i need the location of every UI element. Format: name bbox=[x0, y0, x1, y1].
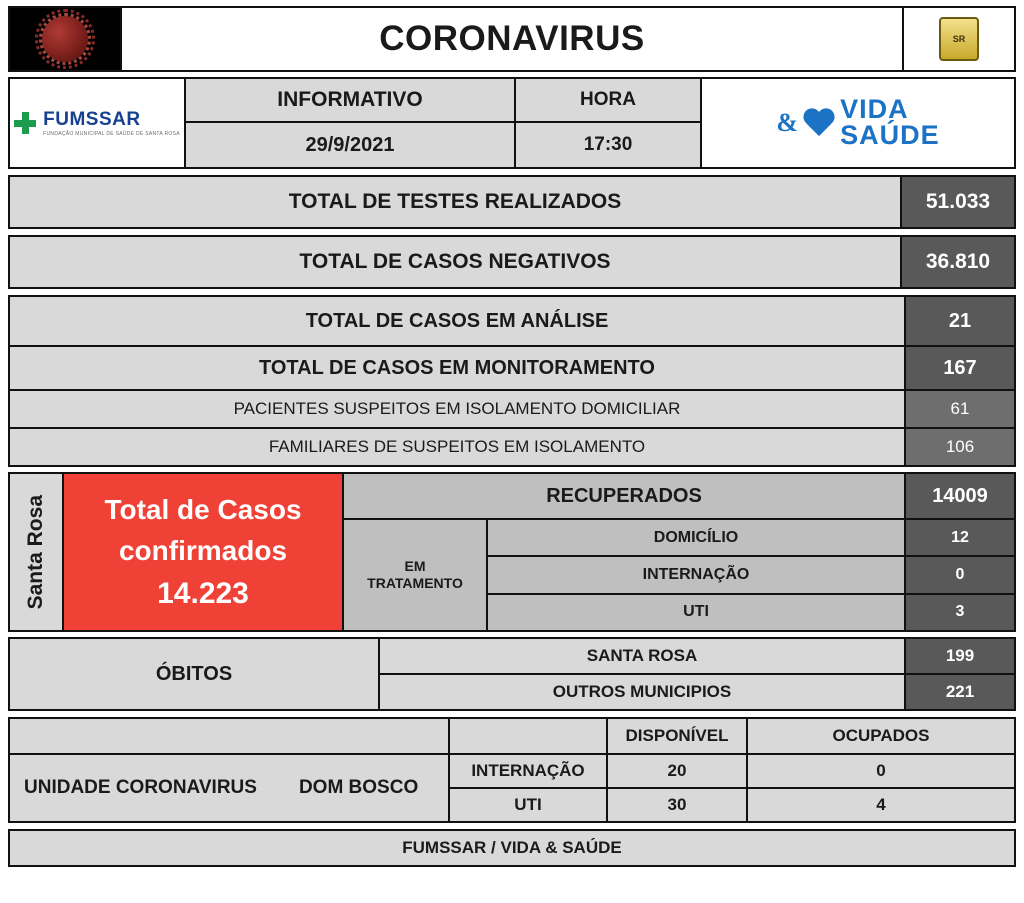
vida-ampersand: & bbox=[776, 108, 799, 137]
total-casos-title-line2: confirmados bbox=[118, 535, 288, 567]
casos-confirmados-block bbox=[8, 472, 1016, 632]
row-tratamento-internacao bbox=[488, 555, 1014, 592]
row-familiares-isolamento bbox=[10, 427, 1014, 465]
value-suspeitos-domiciliar: 61 bbox=[904, 391, 1014, 427]
label-casos-monitoramento: TOTAL DE CASOS EM MONITORAMENTO bbox=[10, 347, 904, 389]
label-em-tratamento-line2: TRATAMENTO bbox=[367, 575, 463, 591]
label-em-tratamento-line1: EM bbox=[404, 557, 426, 574]
unidade-header-ocupados: OCUPADOS bbox=[746, 719, 1014, 753]
total-casos-confirmados-box bbox=[64, 474, 344, 630]
label-em-tratamento bbox=[344, 520, 488, 630]
value-casos-analise: 21 bbox=[904, 297, 1014, 345]
unidade-header-spacer bbox=[10, 719, 448, 753]
value-casos-monitoramento: 167 bbox=[904, 347, 1014, 389]
page-title: CORONAVIRUS bbox=[379, 19, 645, 58]
heart-icon bbox=[802, 107, 836, 139]
hora-group bbox=[516, 77, 702, 169]
stat-label-testes: TOTAL DE TESTES REALIZADOS bbox=[10, 177, 900, 227]
virus-logo-cell bbox=[10, 8, 122, 70]
total-casos-value: 14.223 bbox=[157, 576, 249, 610]
value-unidade-internacao-disponivel: 20 bbox=[606, 755, 746, 787]
row-suspeitos-domiciliar bbox=[10, 389, 1014, 427]
label-tratamento-domicilio: DOMICÍLIO bbox=[488, 520, 904, 555]
unidade-local: DOM BOSCO bbox=[298, 777, 419, 798]
info-band bbox=[8, 77, 1016, 169]
fumssar-subtitle: FUNDAÇÃO MUNICIPAL DE SAÚDE DE SANTA ROSA bbox=[43, 131, 180, 137]
value-obitos-outros: 221 bbox=[904, 675, 1014, 709]
label-unidade-internacao: INTERNAÇÃO bbox=[448, 755, 606, 787]
unidade-header-row bbox=[10, 719, 1014, 753]
unidade-header-disponivel: DISPONÍVEL bbox=[606, 719, 746, 753]
value-tratamento-domicilio: 12 bbox=[904, 520, 1014, 555]
row-obitos-outros bbox=[380, 673, 1014, 709]
unidade-name: UNIDADE CORONAVIRUS bbox=[24, 777, 257, 798]
virus-icon bbox=[42, 16, 88, 62]
row-recuperados bbox=[344, 474, 1014, 520]
label-tratamento-internacao: INTERNAÇÃO bbox=[488, 557, 904, 592]
stat-row-testes bbox=[8, 175, 1016, 229]
value-unidade-internacao-ocupados: 0 bbox=[746, 755, 1014, 787]
row-tratamento-uti bbox=[488, 593, 1014, 630]
vida-line2: SAÚDE bbox=[840, 120, 940, 150]
label-recuperados: RECUPERADOS bbox=[344, 474, 904, 518]
footer-bar: FUMSSAR / VIDA & SAÚDE bbox=[8, 829, 1016, 867]
row-casos-monitoramento bbox=[10, 345, 1014, 389]
vida-saude-logo bbox=[702, 77, 1016, 169]
stat-value-testes: 51.033 bbox=[900, 177, 1014, 227]
row-casos-analise bbox=[10, 297, 1014, 345]
label-obitos: ÓBITOS bbox=[10, 639, 380, 709]
value-familiares-isolamento: 106 bbox=[904, 429, 1014, 465]
hora-label: HORA bbox=[516, 77, 702, 123]
stat-value-negativos: 36.810 bbox=[900, 237, 1014, 287]
stat-label-negativos: TOTAL DE CASOS NEGATIVOS bbox=[10, 237, 900, 287]
row-unidade-internacao bbox=[448, 755, 1014, 787]
value-unidade-uti-disponivel: 30 bbox=[606, 789, 746, 821]
informativo-group bbox=[186, 77, 516, 169]
header-band bbox=[8, 6, 1016, 72]
region-label-text: Santa Rosa bbox=[24, 494, 47, 610]
region-label bbox=[10, 474, 64, 630]
unidade-name-cell bbox=[10, 755, 448, 821]
value-obitos-santa-rosa: 199 bbox=[904, 639, 1014, 673]
label-unidade-uti: UTI bbox=[448, 789, 606, 821]
stat-row-negativos bbox=[8, 235, 1016, 289]
crest-cell bbox=[902, 8, 1014, 70]
medical-cross-icon bbox=[14, 112, 36, 134]
label-tratamento-uti: UTI bbox=[488, 595, 904, 630]
fumssar-logo bbox=[8, 77, 186, 169]
total-casos-title-line1: Total de Casos bbox=[104, 493, 302, 525]
informativo-label: INFORMATIVO bbox=[186, 77, 516, 123]
unidade-header-blank bbox=[448, 719, 606, 753]
row-unidade-uti bbox=[448, 787, 1014, 821]
label-casos-analise: TOTAL DE CASOS EM ANÁLISE bbox=[10, 297, 904, 345]
value-unidade-uti-ocupados: 4 bbox=[746, 789, 1014, 821]
obitos-block bbox=[8, 637, 1016, 711]
value-tratamento-uti: 3 bbox=[904, 595, 1014, 630]
fumssar-name: FUMSSAR bbox=[43, 109, 141, 130]
value-tratamento-internacao: 0 bbox=[904, 557, 1014, 592]
label-suspeitos-domiciliar: PACIENTES SUSPEITOS EM ISOLAMENTO DOMICILIAR bbox=[10, 391, 904, 427]
vida-line1: VIDA bbox=[840, 94, 909, 125]
row-obitos-santa-rosa bbox=[380, 639, 1014, 673]
value-recuperados: 14009 bbox=[904, 474, 1014, 518]
hora-value: 17:30 bbox=[516, 123, 702, 169]
label-obitos-outros: OUTROS MUNICIPIOS bbox=[380, 675, 904, 709]
label-obitos-santa-rosa: SANTA ROSA bbox=[380, 639, 904, 673]
city-crest-icon: SR bbox=[939, 17, 979, 61]
label-familiares-isolamento: FAMILIARES DE SUSPEITOS EM ISOLAMENTO bbox=[10, 429, 904, 465]
monitoring-group-block bbox=[8, 295, 1016, 467]
em-tratamento-section bbox=[344, 520, 1014, 630]
informativo-date: 29/9/2021 bbox=[186, 123, 516, 169]
row-tratamento-domicilio bbox=[488, 520, 1014, 555]
unidade-coronavirus-block bbox=[8, 717, 1016, 823]
casos-detail-column bbox=[344, 474, 1014, 630]
